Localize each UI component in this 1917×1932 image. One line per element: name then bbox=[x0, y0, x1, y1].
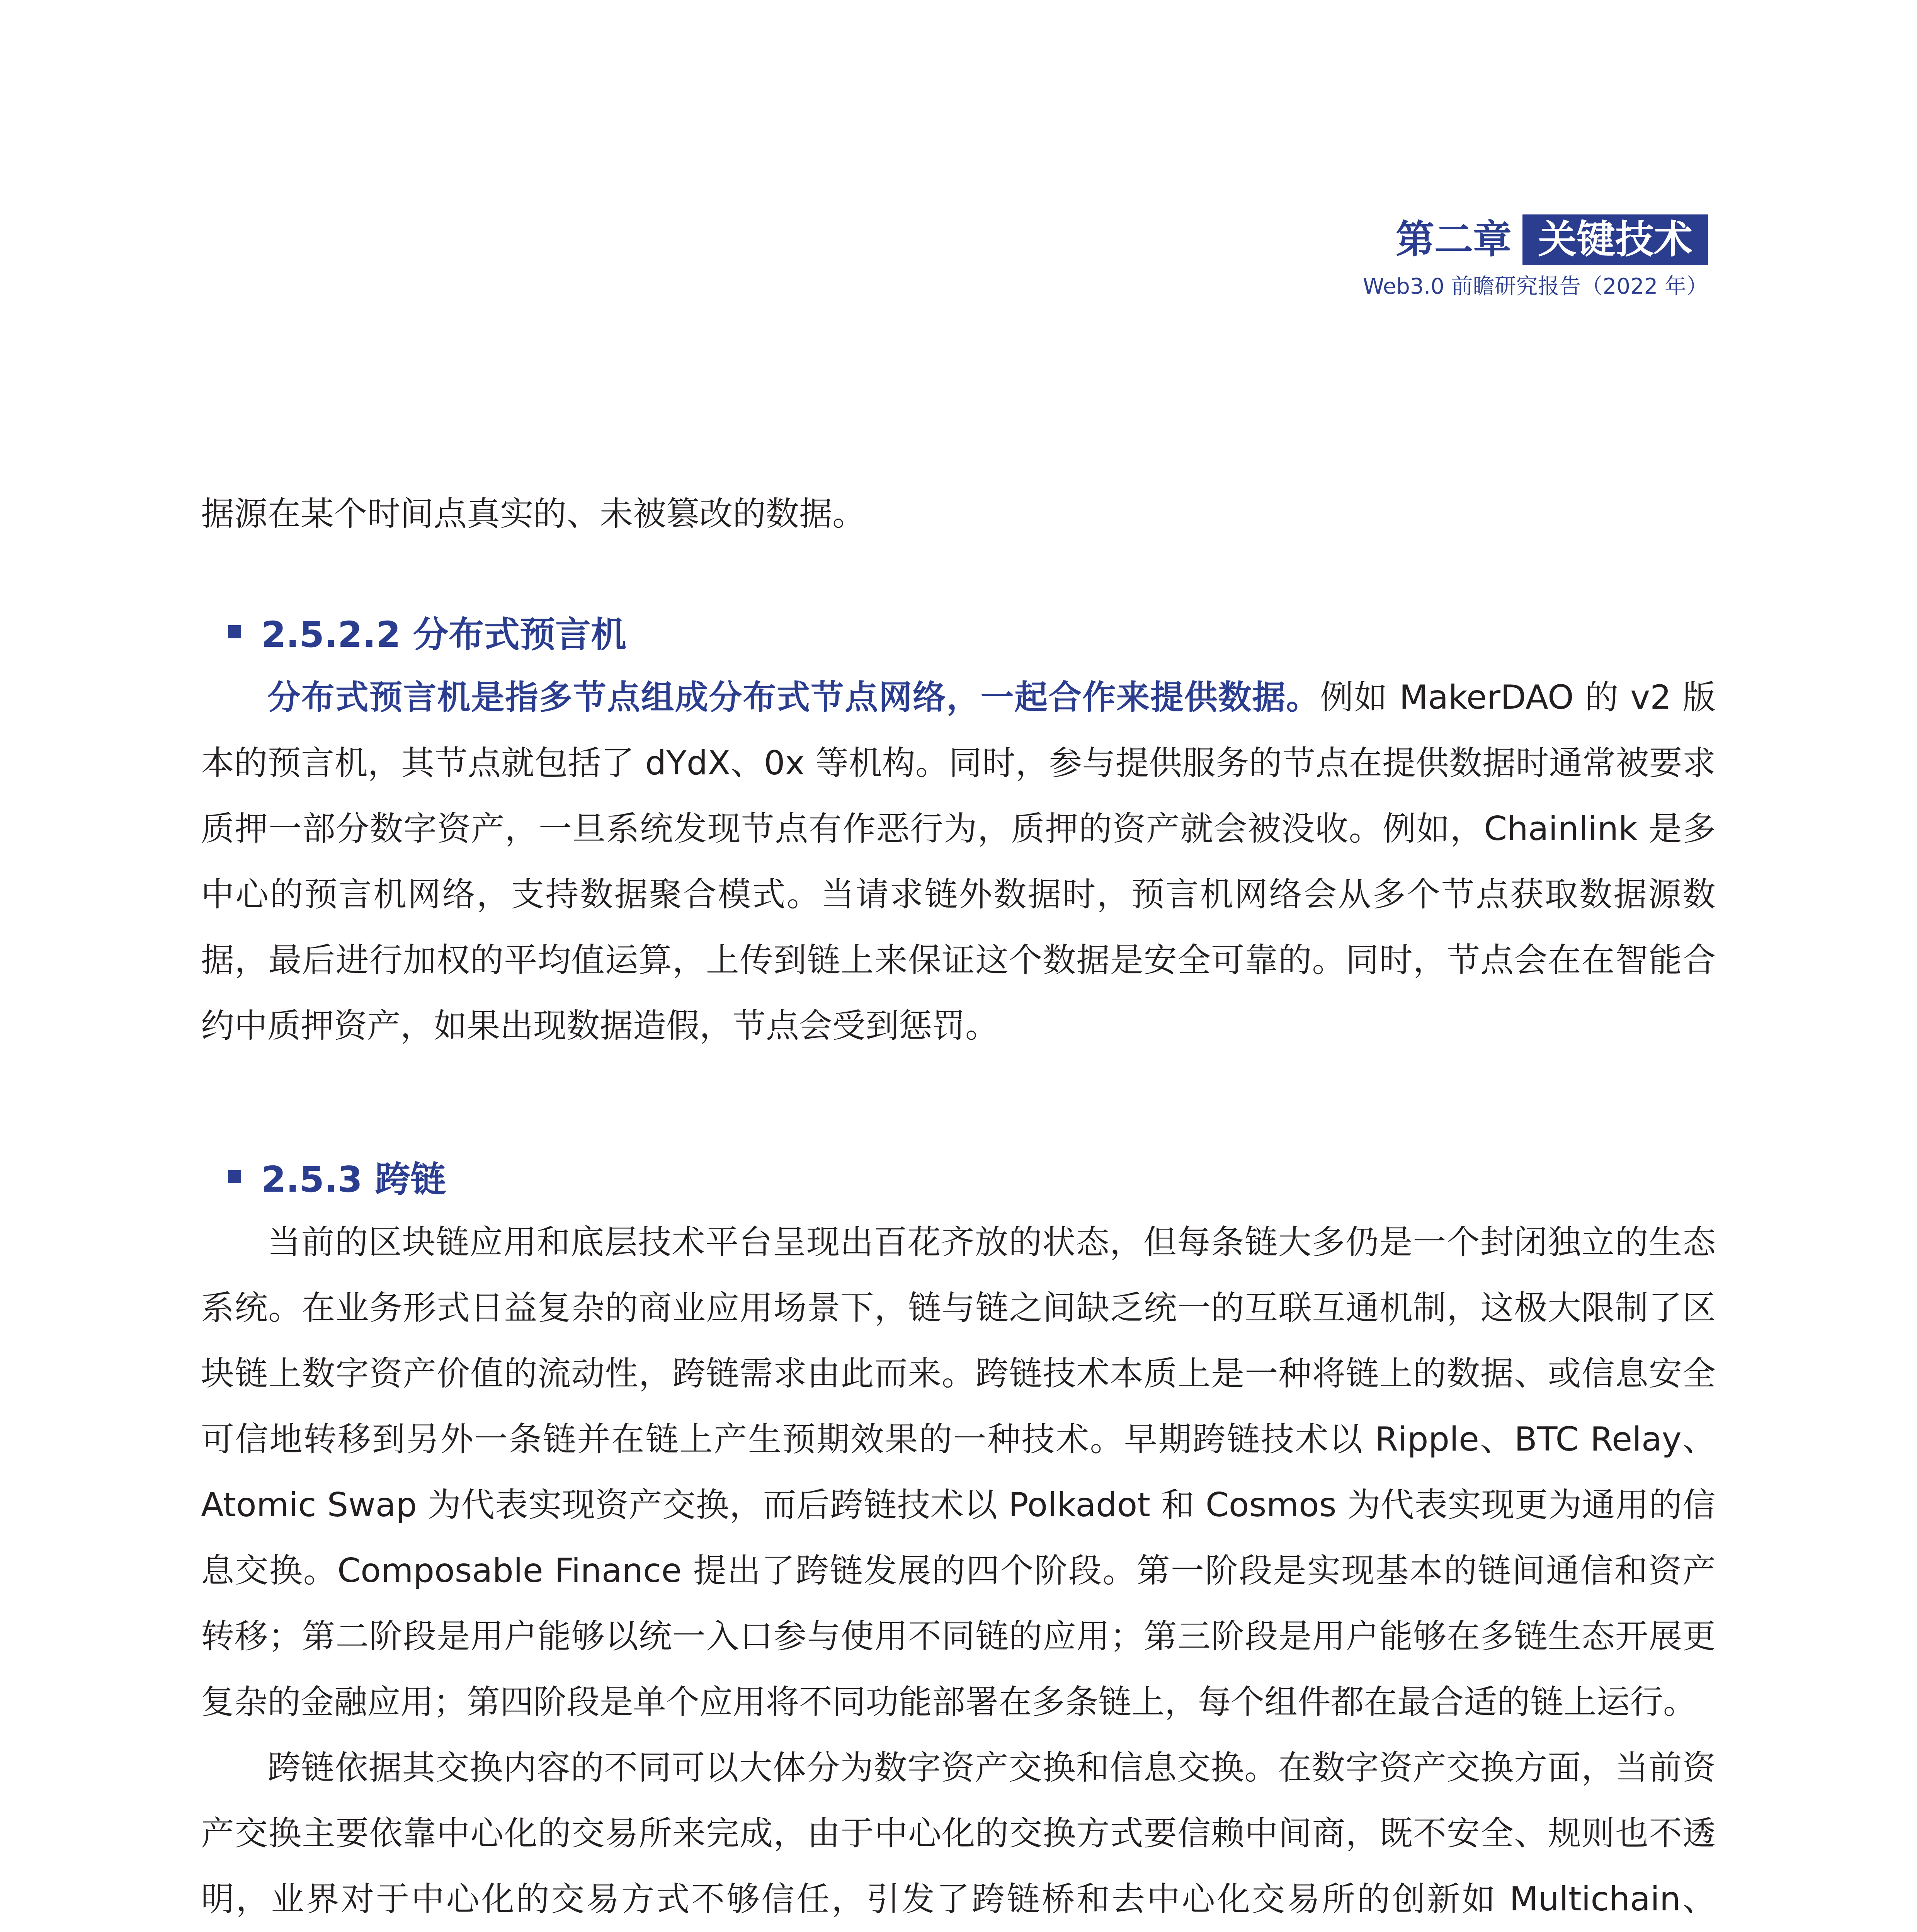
square-bullet-icon bbox=[228, 625, 241, 638]
intro-paragraph: 据源在某个时间点真实的、未被篡改的数据。 bbox=[201, 495, 866, 533]
cross-chain-paragraph-2: 跨链依据其交换内容的不同可以大体分为数字资产交换和信息交换。在数字资产交换方面，当前资产交换主要依靠中心化的交易所来完成，由于中心化的交换方式要信赖中间商，既不安全、规则也不透明，业界对于中心化的交易方式不够信任，引发了跨链桥和去中心化交易所的创新如 Multichain、 bbox=[201, 1748, 1716, 1918]
section-heading-2-5-2-2 bbox=[201, 599, 1716, 665]
running-header bbox=[1363, 214, 1708, 300]
report-title: Web3.0 前瞻研究报告（2022 年） bbox=[1362, 274, 1708, 299]
paragraph-body: 例如 MakerDAO 的 v2 版本的预言机，其节点就包括了 dYdX、0x 等机构。同时，参与提供服务的节点在提供数据时通常被要求质押一部分数字资产，一旦系统发现节点有作恶行为，质押的资产就会被没收。例如，Chainlink 是多中心的预言机网络，支持数据聚合模式。当请求链外数据时，预言机网络会从多个节点获取数据源数据，最后进行加权的平均值运算，上传到链上来保证这个数据是安全可靠的。同时，节点会在在智能合约中质押资产，如果出现数据造假，节点会受到惩罚。 bbox=[201, 678, 1716, 1045]
section-heading-2-5-3 bbox=[201, 1144, 1716, 1209]
distributed-oracle-paragraph bbox=[201, 665, 1716, 1059]
chapter-title: 关键技术 bbox=[1522, 214, 1708, 265]
lead-sentence: 分布式预言机是指多节点组成分布式节点网络，一起合作来提供数据。 bbox=[267, 678, 1320, 717]
section-heading-text: 2.5.2.2 分布式预言机 bbox=[261, 614, 626, 655]
section-heading-text: 2.5.3 跨链 bbox=[261, 1159, 446, 1200]
cross-chain-paragraph-1: 当前的区块链应用和底层技术平台呈现出百花齐放的状态，但每条链大多仍是一个封闭独立的生态系统。在业务形式日益复杂的商业应用场景下，链与链之间缺乏统一的互联互通机制，这极大限制了区块链上数字资产价值的流动性，跨链需求由此而来。跨链技术本质上是一种将链上的数据、或信息安全可信地转移到另外一条链并在链上产生预期效果的一种技术。早期跨链技术以 Ripple、BTC Relay、Atomic Swap 为代表实现资产交换，而后跨链技术以 Polkadot 和 Cosmos 为代表实现更为通用的信息交换。Composable Finance 提出了跨链发展的四个阶段。第一阶段是实现基本的链间通信和资产转移；第二阶段是用户能够以统一入口参与使用不同链的应用；第三阶段是用户能够在多链生态开展更复杂的金融应用；第四阶段是单个应用将不同功能部署在多条链上，每个组件都在最合适的链上运行。 bbox=[201, 1223, 1716, 1721]
chapter-number: 第二章 bbox=[1396, 217, 1512, 262]
page-body bbox=[201, 481, 1716, 1932]
chapter-label bbox=[1363, 214, 1708, 265]
square-bullet-icon bbox=[228, 1170, 241, 1183]
